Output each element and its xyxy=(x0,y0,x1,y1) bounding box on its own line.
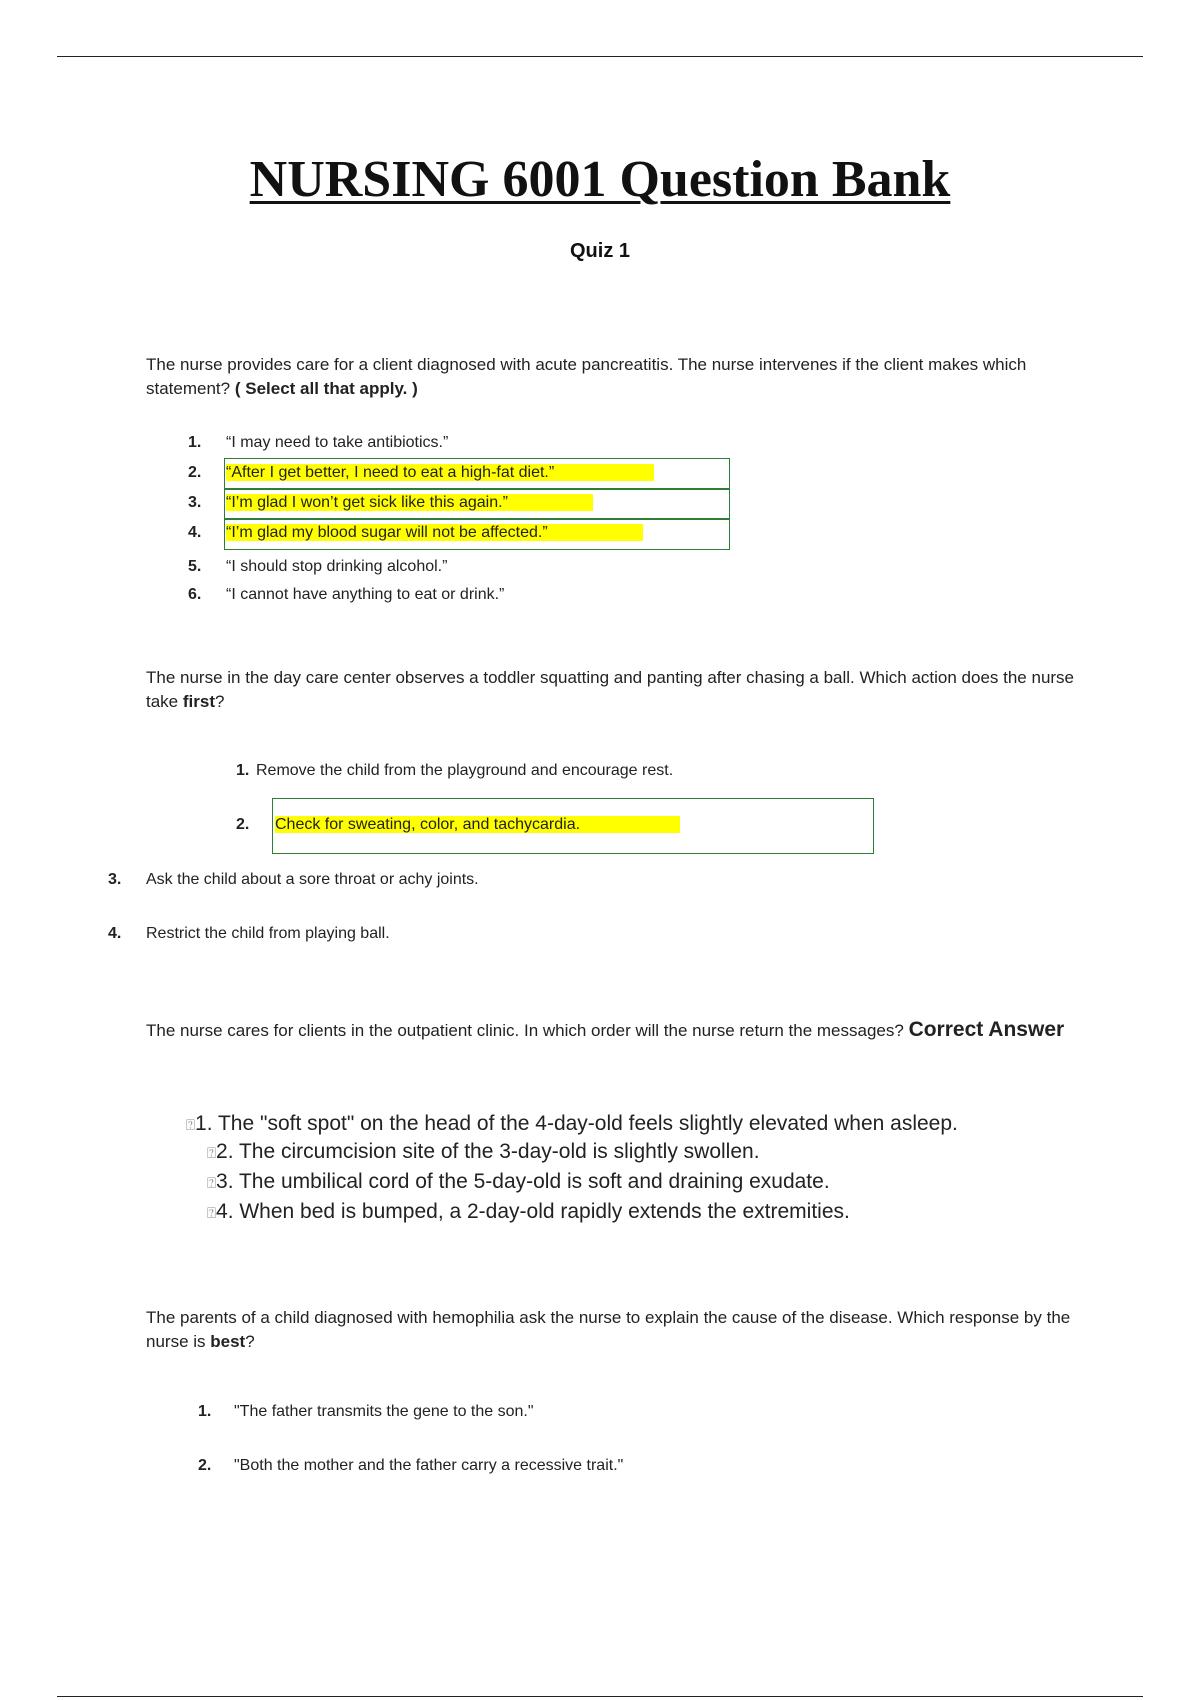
list-item: 4. “I’m glad my blood sugar will not be affected.” xyxy=(188,522,643,544)
list-item: 5. “I should stop drinking alcohol.” xyxy=(188,558,448,575)
question-4-stem: The parents of a child diagnosed with hemophilia ask the nurse to explain the cause of the disease. Which response by the nurse is best? xyxy=(146,1308,1071,1351)
highlighted-answer: Check for sweating, color, and tachycardia. xyxy=(275,816,680,833)
list-item: 3. “I’m glad I won’t get sick like this again.” xyxy=(188,492,593,514)
list-item: ⍰2. The circumcision site of the 3-day-old is slightly swollen. xyxy=(207,1140,760,1163)
list-item: ⍰4. When bed is bumped, a 2-day-old rapidly extends the extremities. xyxy=(207,1200,850,1223)
highlighted-answer: “I’m glad I won’t get sick like this again.” xyxy=(226,494,593,511)
quiz-subtitle: Quiz 1 xyxy=(569,240,630,262)
highlighted-answer: “I’m glad my blood sugar will not be affected.” xyxy=(226,524,643,541)
list-item: 3. Ask the child about a sore throat or achy joints. xyxy=(108,871,479,888)
missing-glyph-icon: ⍰ xyxy=(207,1205,217,1222)
missing-glyph-icon: ⍰ xyxy=(186,1117,196,1134)
select-all-instruction: ( Select all that apply. ) xyxy=(234,379,418,398)
bottom-rule xyxy=(57,1696,1143,1697)
list-item: ⍰3. The umbilical cord of the 5-day-old is soft and draining exudate. xyxy=(207,1170,830,1193)
question-1-stem: The nurse provides care for a client diagnosed with acute pancreatitis. The nurse intervenes if the client makes which statement? ( Select all that apply. ) xyxy=(146,355,1027,398)
list-item: 4. Restrict the child from playing ball. xyxy=(108,925,390,942)
answer-box-divider xyxy=(224,488,730,490)
list-item: 2. Check for sweating, color, and tachycardia. xyxy=(236,814,680,836)
question-2-stem: The nurse in the day care center observes a toddler squatting and panting after chasing a ball. Which action does the nurse take first? xyxy=(146,668,1075,711)
list-item: 2. "Both the mother and the father carry a recessive trait." xyxy=(198,1457,624,1474)
top-rule xyxy=(57,56,1143,57)
page-title: NURSING 6001 Question Bank xyxy=(249,151,951,208)
list-item: 1. "The father transmits the gene to the son." xyxy=(198,1403,534,1420)
list-item: 1. “I may need to take antibiotics.” xyxy=(188,434,449,451)
answer-box-divider xyxy=(224,518,730,520)
missing-glyph-icon: ⍰ xyxy=(207,1175,217,1192)
question-3-stem: The nurse cares for clients in the outpatient clinic. In which order will the nurse return the messages? Correct Answer xyxy=(146,1018,1065,1041)
list-item: 2. “After I get better, I need to eat a high-fat diet.” xyxy=(188,462,654,484)
list-item: ⍰1. The "soft spot" on the head of the 4-day-old feels slightly elevated when asleep. xyxy=(186,1112,958,1135)
list-item: 6. “I cannot have anything to eat or drink.” xyxy=(188,586,505,603)
correct-answer-label: Correct Answer xyxy=(908,1018,1065,1041)
highlighted-answer: “After I get better, I need to eat a high-fat diet.” xyxy=(226,464,654,481)
list-item: 1. Remove the child from the playground and encourage rest. xyxy=(236,762,674,779)
missing-glyph-icon: ⍰ xyxy=(207,1145,217,1162)
